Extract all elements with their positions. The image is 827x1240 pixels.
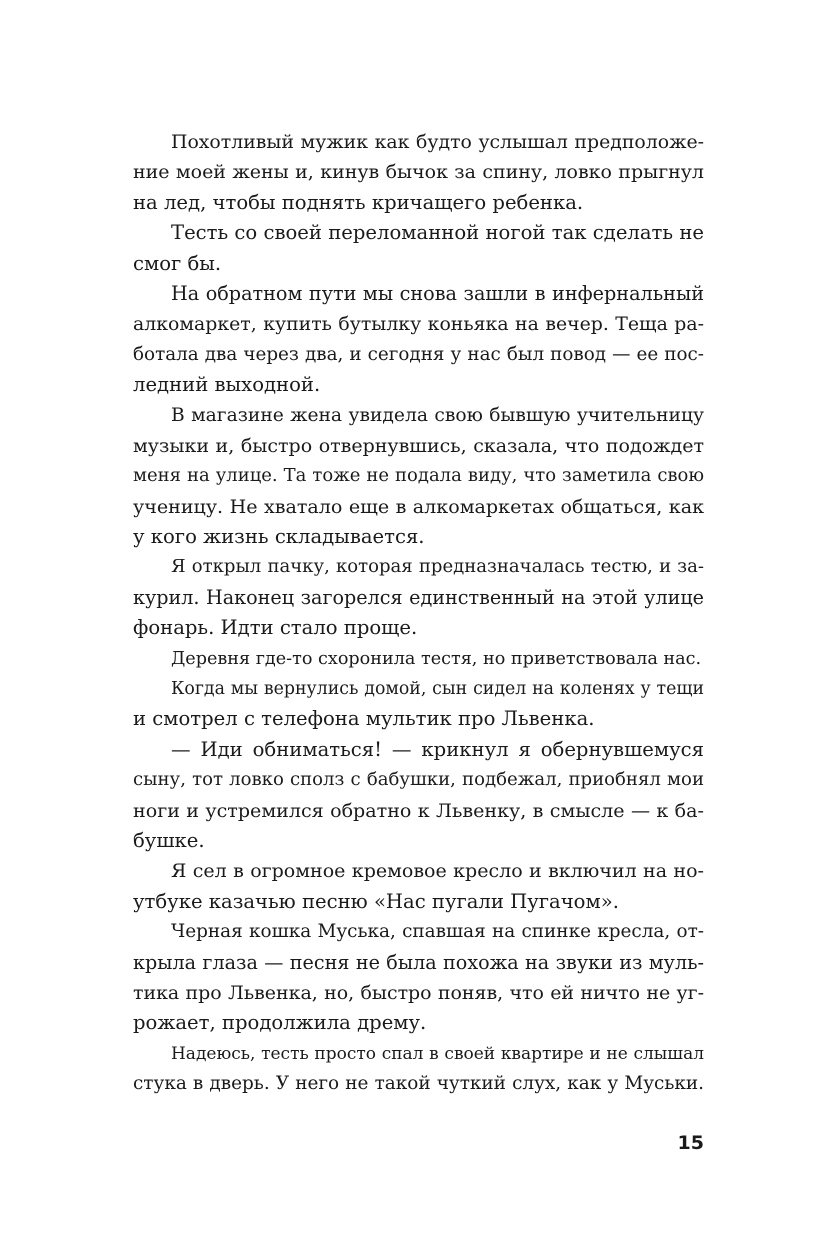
text-line: фонарь. Идти стало проще. [133,616,418,640]
text-line: ученицу. Не хватало еще в алкомаркетах общаться, как [133,495,704,518]
text-line: Когда мы вернулись домой, сын сидел на коленях у тещи [171,679,704,700]
text-line: В магазине жена увидела свою бывшую учительницу [171,404,704,426]
text-line: Я открыл пачку, которая предназначалась тестю, и за- [171,556,704,578]
text-line: ботала два через два, и сегодня у нас был повод — ее пос- [133,343,704,365]
text-line: меня на улице. Та тоже не подала виду, что заметила свою [133,465,704,487]
paragraph [133,401,704,553]
paragraph [133,1039,704,1100]
paragraph [133,856,704,917]
text-line: — Иди обниматься! — крикнул я обернувшемуся [171,737,704,761]
text-line: На обратном пути мы снова зашли в инфернальный [171,281,704,305]
text-line: стука в дверь. У него не такой чуткий слух, как у Муськи. [133,1073,704,1095]
paragraph [133,279,704,401]
text-line: бушке. [133,828,205,852]
text-line: и смотрел с телефона мультик про Львенка. [133,707,595,731]
text-line: Надеюсь, тесть просто спал в своей квартире и не слышал [171,1043,704,1064]
text-line: музыки и, быстро отвернувшись, сказала, что подождет [133,434,704,457]
paragraph [133,644,704,674]
text-line: Деревня где-то схоронила тестя, но приветствовала нас. [171,648,702,669]
text-line: курил. Наконец загорелся единственный на этой улице [133,585,704,609]
text-line: Черная кошка Муська, спавшая на спинке кресла, от- [171,921,704,943]
paragraph [133,218,704,279]
paragraph [133,127,704,218]
text-line: у кого жизнь складывается. [133,525,425,549]
text-line: крыла глаза — песня не была похожа на звуки из муль- [133,950,704,974]
text-line: Я сел в огромное кремовое кресло и включил на но- [171,860,704,883]
paragraph [133,674,704,735]
text-line: ноги и устремился обратно к Львенку, в смысле — к ба- [133,799,704,822]
text-line: тика про Львенка, но, быстро поняв, что ей ничто не уг- [133,981,704,1004]
text-line: ние моей жены и, кинув бычок за спину, ловко прыгнул [133,161,704,184]
text-line: рожает, продолжила дрему. [133,1011,427,1035]
text-line: утбуке казачью песню «Нас пугали Пугачом». [133,889,619,913]
page-number: 15 [677,1132,704,1154]
text-line: сыну, тот ловко сполз с бабушки, подбежал, приобнял мои [133,769,704,791]
text-line: Тесть со своей переломанной ногой так сделать не [171,221,704,245]
text-line: алкомаркет, купить бутылку коньяка на вечер. Теща ра- [133,313,704,336]
body-text [133,127,704,1100]
text-line: смог бы. [133,251,222,275]
text-line: на лед, чтобы поднять кричащего ребенка. [133,190,584,214]
text-line: Похотливый мужик как будто услышал предположе- [171,131,704,153]
paragraph [133,552,704,643]
paragraph [133,735,704,857]
text-line: ледний выходной. [133,373,321,397]
paragraph [133,917,704,1039]
